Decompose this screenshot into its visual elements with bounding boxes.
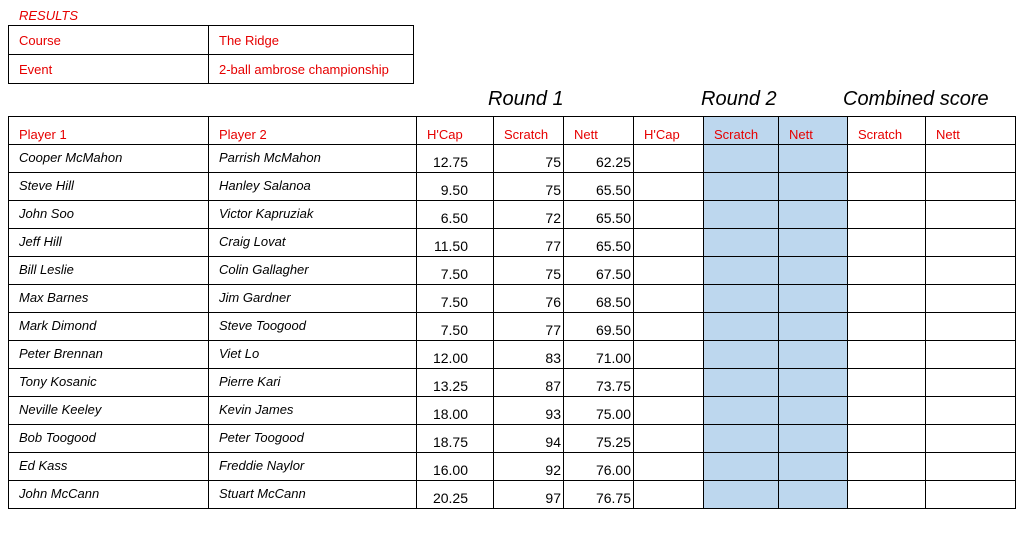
r2-nett-cell: [779, 285, 848, 313]
player-1-cell: Cooper McMahon: [9, 145, 209, 173]
r2-nett-cell: [779, 229, 848, 257]
r1-hcap-cell: 7.50: [417, 257, 494, 285]
r2-nett-cell: [779, 397, 848, 425]
col-r2-nett: Nett: [779, 117, 848, 145]
player-1-cell: Max Barnes: [9, 285, 209, 313]
player-2-cell: Craig Lovat: [209, 229, 417, 257]
course-value: The Ridge: [209, 26, 414, 55]
course-label: Course: [9, 26, 209, 55]
combined-scratch-cell: [848, 229, 926, 257]
r2-nett-cell: [779, 145, 848, 173]
r1-nett-cell: 62.25: [564, 145, 634, 173]
r2-nett-cell: [779, 173, 848, 201]
col-player-2: Player 2: [209, 117, 417, 145]
r1-scratch-cell: 97: [494, 481, 564, 509]
event-row: [9, 55, 414, 84]
player-1-cell: Steve Hill: [9, 173, 209, 201]
r2-nett-cell: [779, 257, 848, 285]
r1-nett-cell: 69.50: [564, 313, 634, 341]
combined-nett-cell: [926, 453, 1016, 481]
player-1-cell: John Soo: [9, 201, 209, 229]
r1-hcap-cell: 13.25: [417, 369, 494, 397]
r1-scratch-cell: 92: [494, 453, 564, 481]
player-2-cell: Kevin James: [209, 397, 417, 425]
player-1-cell: Jeff Hill: [9, 229, 209, 257]
player-2-cell: Colin Gallagher: [209, 257, 417, 285]
combined-scratch-cell: [848, 453, 926, 481]
event-value: 2-ball ambrose championship: [209, 55, 414, 84]
r2-hcap-cell: [634, 369, 704, 397]
r2-nett-cell: [779, 201, 848, 229]
table-row: [9, 173, 1016, 201]
r2-nett-cell: [779, 341, 848, 369]
combined-nett-cell: [926, 145, 1016, 173]
table-row: [9, 397, 1016, 425]
r2-hcap-cell: [634, 257, 704, 285]
combined-nett-cell: [926, 425, 1016, 453]
table-row: [9, 229, 1016, 257]
player-2-cell: Victor Kapruziak: [209, 201, 417, 229]
table-row: [9, 201, 1016, 229]
table-row: [9, 285, 1016, 313]
r2-scratch-cell: [704, 257, 779, 285]
r1-hcap-cell: 11.50: [417, 229, 494, 257]
table-row: [9, 425, 1016, 453]
player-2-cell: Peter Toogood: [209, 425, 417, 453]
table-row: [9, 313, 1016, 341]
col-r2-scratch: Scratch: [704, 117, 779, 145]
table-row: [9, 341, 1016, 369]
r1-scratch-cell: 77: [494, 229, 564, 257]
player-2-cell: Hanley Salanoa: [209, 173, 417, 201]
r1-nett-cell: 75.00: [564, 397, 634, 425]
table-row: [9, 453, 1016, 481]
player-1-cell: Bob Toogood: [9, 425, 209, 453]
player-1-cell: Bill Leslie: [9, 257, 209, 285]
r1-scratch-cell: 94: [494, 425, 564, 453]
r1-hcap-cell: 9.50: [417, 173, 494, 201]
table-row: [9, 145, 1016, 173]
player-1-cell: Peter Brennan: [9, 341, 209, 369]
r1-nett-cell: 75.25: [564, 425, 634, 453]
r2-nett-cell: [779, 313, 848, 341]
r1-scratch-cell: 76: [494, 285, 564, 313]
combined-scratch-cell: [848, 341, 926, 369]
combined-scratch-cell: [848, 257, 926, 285]
event-label: Event: [9, 55, 209, 84]
combined-nett-cell: [926, 285, 1016, 313]
r1-nett-cell: 67.50: [564, 257, 634, 285]
r1-nett-cell: 68.50: [564, 285, 634, 313]
r1-nett-cell: 65.50: [564, 173, 634, 201]
r1-hcap-cell: 7.50: [417, 285, 494, 313]
results-title: RESULTS: [19, 8, 78, 23]
player-1-cell: John McCann: [9, 481, 209, 509]
r1-hcap-cell: 6.50: [417, 201, 494, 229]
combined-scratch-cell: [848, 397, 926, 425]
combined-scratch-cell: [848, 313, 926, 341]
r2-scratch-cell: [704, 481, 779, 509]
r1-scratch-cell: 77: [494, 313, 564, 341]
player-1-cell: Neville Keeley: [9, 397, 209, 425]
combined-scratch-cell: [848, 369, 926, 397]
table-row: [9, 257, 1016, 285]
r2-scratch-cell: [704, 173, 779, 201]
results-table: [8, 116, 1016, 509]
r2-hcap-cell: [634, 145, 704, 173]
r2-scratch-cell: [704, 201, 779, 229]
r1-nett-cell: 71.00: [564, 341, 634, 369]
r1-scratch-cell: 72: [494, 201, 564, 229]
r2-hcap-cell: [634, 313, 704, 341]
r1-scratch-cell: 75: [494, 257, 564, 285]
player-2-cell: Jim Gardner: [209, 285, 417, 313]
r1-hcap-cell: 7.50: [417, 313, 494, 341]
header-row: [9, 117, 1016, 145]
player-2-cell: Freddie Naylor: [209, 453, 417, 481]
col-combined-nett: Nett: [926, 117, 1016, 145]
combined-nett-cell: [926, 257, 1016, 285]
r2-nett-cell: [779, 453, 848, 481]
player-2-cell: Parrish McMahon: [209, 145, 417, 173]
r2-hcap-cell: [634, 425, 704, 453]
r2-scratch-cell: [704, 313, 779, 341]
event-info-table: [8, 25, 414, 84]
r2-scratch-cell: [704, 425, 779, 453]
r1-hcap-cell: 18.75: [417, 425, 494, 453]
r1-hcap-cell: 18.00: [417, 397, 494, 425]
r1-scratch-cell: 93: [494, 397, 564, 425]
r1-nett-cell: 65.50: [564, 229, 634, 257]
r2-scratch-cell: [704, 453, 779, 481]
r1-scratch-cell: 75: [494, 145, 564, 173]
player-2-cell: Stuart McCann: [209, 481, 417, 509]
combined-scratch-cell: [848, 481, 926, 509]
col-r1-nett: Nett: [564, 117, 634, 145]
r1-hcap-cell: 16.00: [417, 453, 494, 481]
r2-nett-cell: [779, 369, 848, 397]
combined-nett-cell: [926, 313, 1016, 341]
player-1-cell: Tony Kosanic: [9, 369, 209, 397]
col-combined-scratch: Scratch: [848, 117, 926, 145]
combined-scratch-cell: [848, 285, 926, 313]
player-2-cell: Viet Lo: [209, 341, 417, 369]
r1-hcap-cell: 12.75: [417, 145, 494, 173]
r2-scratch-cell: [704, 341, 779, 369]
r2-hcap-cell: [634, 397, 704, 425]
r2-scratch-cell: [704, 229, 779, 257]
combined-scratch-cell: [848, 201, 926, 229]
combined-nett-cell: [926, 369, 1016, 397]
r2-hcap-cell: [634, 453, 704, 481]
combined-scratch-cell: [848, 425, 926, 453]
combined-nett-cell: [926, 229, 1016, 257]
r2-nett-cell: [779, 481, 848, 509]
r1-scratch-cell: 83: [494, 341, 564, 369]
r2-hcap-cell: [634, 229, 704, 257]
r1-scratch-cell: 75: [494, 173, 564, 201]
r2-hcap-cell: [634, 285, 704, 313]
r1-nett-cell: 65.50: [564, 201, 634, 229]
combined-nett-cell: [926, 201, 1016, 229]
r2-hcap-cell: [634, 201, 704, 229]
combined-nett-cell: [926, 341, 1016, 369]
player-2-cell: Steve Toogood: [209, 313, 417, 341]
combined-nett-cell: [926, 481, 1016, 509]
r1-hcap-cell: 20.25: [417, 481, 494, 509]
player-1-cell: Ed Kass: [9, 453, 209, 481]
r1-nett-cell: 76.75: [564, 481, 634, 509]
combined-nett-cell: [926, 173, 1016, 201]
table-row: [9, 481, 1016, 509]
combined-scratch-cell: [848, 173, 926, 201]
r2-scratch-cell: [704, 397, 779, 425]
r2-hcap-cell: [634, 341, 704, 369]
col-r2-hcap: H'Cap: [634, 117, 704, 145]
r1-nett-cell: 76.00: [564, 453, 634, 481]
col-r1-hcap: H'Cap: [417, 117, 494, 145]
table-row: [9, 369, 1016, 397]
r2-scratch-cell: [704, 145, 779, 173]
player-2-cell: Pierre Kari: [209, 369, 417, 397]
r1-nett-cell: 73.75: [564, 369, 634, 397]
r2-nett-cell: [779, 425, 848, 453]
r1-hcap-cell: 12.00: [417, 341, 494, 369]
r2-scratch-cell: [704, 369, 779, 397]
combined-nett-cell: [926, 397, 1016, 425]
col-r1-scratch: Scratch: [494, 117, 564, 145]
col-player-1: Player 1: [9, 117, 209, 145]
r2-scratch-cell: [704, 285, 779, 313]
r1-scratch-cell: 87: [494, 369, 564, 397]
round-2-heading: Round 2: [701, 88, 777, 110]
r2-hcap-cell: [634, 481, 704, 509]
r2-hcap-cell: [634, 173, 704, 201]
round-1-heading: Round 1: [488, 88, 564, 110]
combined-scratch-cell: [848, 145, 926, 173]
course-row: [9, 26, 414, 55]
combined-score-heading: Combined score: [843, 88, 989, 110]
player-1-cell: Mark Dimond: [9, 313, 209, 341]
